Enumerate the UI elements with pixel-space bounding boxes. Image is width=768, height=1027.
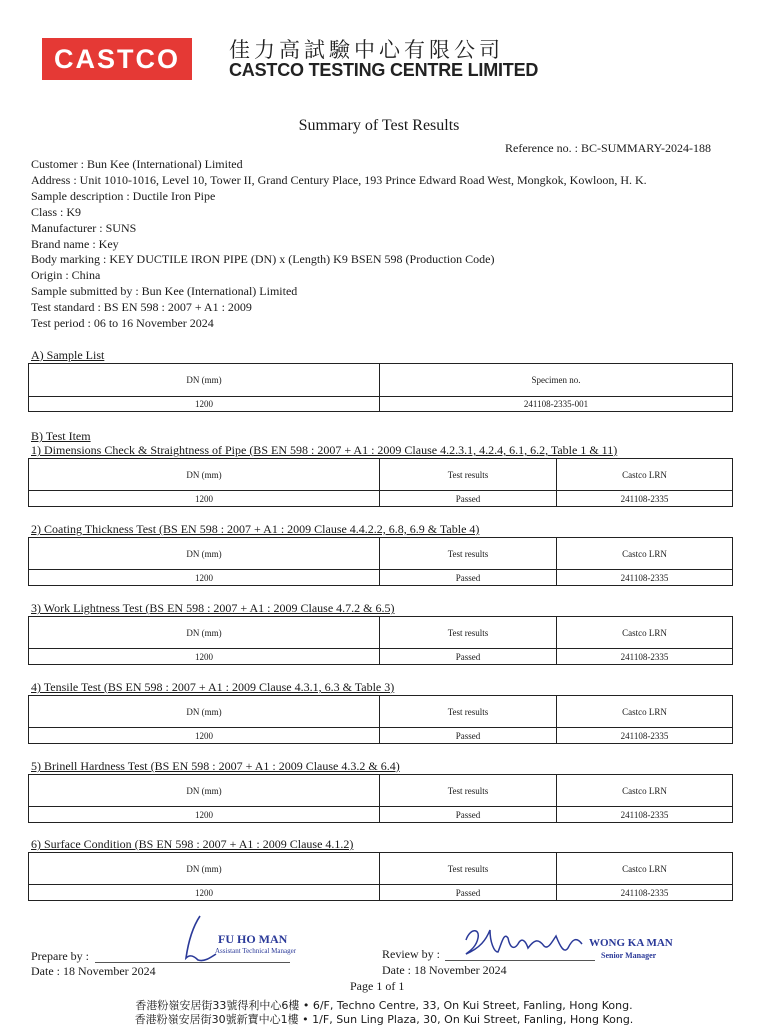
address-line-1: 香港粉嶺安居街33號得利中心6樓 • 6/F, Techno Centre, 33, On Kui Street, Fanling, Hong Kong. — [135, 999, 633, 1012]
table-cell: 1200 — [29, 397, 380, 412]
table-header-row — [29, 775, 733, 807]
manufacturer-line: Manufacturer : SUNS — [31, 220, 137, 235]
header-cell: DN (mm) — [29, 364, 380, 397]
header-cell: Castco LRN — [557, 696, 733, 728]
test-5-title: 5) Brinell Hardness Test (BS EN 598 : 2007 + A1 : 2009 Clause 4.3.2 & 6.4) — [31, 759, 400, 773]
reviewer-name: WONG KA MAN — [589, 937, 673, 949]
document-title: Summary of Test Results — [298, 117, 460, 134]
table-row — [29, 807, 733, 823]
preparer-signature — [178, 914, 218, 964]
header-cell: Test results — [380, 617, 557, 649]
test-item-heading: B) Test Item — [31, 429, 91, 443]
review-by-label: Review by : — [382, 947, 440, 961]
header-cell: Castco LRN — [557, 459, 733, 491]
header-cell: Test results — [380, 459, 557, 491]
table-row — [29, 649, 733, 665]
header-cell: Castco LRN — [557, 853, 733, 885]
test-standard-line: Test standard : BS EN 598 : 2007 + A1 : 2009 — [31, 300, 252, 315]
brand-name-line: Brand name : Key — [31, 236, 119, 251]
reference-number: Reference no. : BC-SUMMARY-2024-188 — [505, 141, 711, 155]
table-header-row — [29, 853, 733, 885]
test-2-title: 2) Coating Thickness Test (BS EN 598 : 2007 + A1 : 2009 Clause 4.4.2.2, 6.8, 6.9 & Table 4) — [31, 522, 480, 536]
table-cell: 241108-2335 — [557, 570, 733, 586]
sample-description-line: Sample description : Ductile Iron Pipe — [31, 188, 216, 203]
customer-line: Customer : Bun Kee (International) Limited — [31, 157, 243, 171]
table-header-row — [29, 459, 733, 491]
castco-logo — [42, 38, 192, 80]
table-cell: Passed — [380, 491, 557, 507]
table-cell: Passed — [380, 807, 557, 823]
test-6-table — [28, 852, 733, 901]
table-cell: Passed — [380, 728, 557, 744]
origin-line: Origin : China — [31, 268, 101, 283]
table-cell: 1200 — [29, 491, 380, 507]
table-header-row — [29, 538, 733, 570]
preparer-title: Assistant Technical Manager — [215, 947, 297, 955]
review-date: Date : 18 November 2024 — [382, 963, 507, 977]
class-line: Class : K9 — [31, 204, 82, 219]
test-3-table — [28, 616, 733, 665]
table-header-row — [29, 364, 733, 397]
table-row — [29, 728, 733, 744]
test-4-title: 4) Tensile Test (BS EN 598 : 2007 + A1 : 2009 Clause 4.3.1, 6.3 & Table 3) — [31, 680, 395, 694]
submitted-by-line: Sample submitted by : Bun Kee (International) Limited — [31, 284, 298, 299]
header-cell: Test results — [380, 775, 557, 807]
test-5-table — [28, 774, 733, 823]
test-period-line: Test period : 06 to 16 November 2024 — [31, 316, 214, 331]
header-cell: Test results — [380, 696, 557, 728]
header-cell: DN (mm) — [29, 696, 380, 728]
table-cell: 1200 — [29, 807, 380, 823]
table-row — [29, 397, 733, 412]
header-cell: DN (mm) — [29, 459, 380, 491]
table-cell: 1200 — [29, 728, 380, 744]
logo-text: CASTCO — [54, 43, 180, 74]
page-number: Page 1 of 1 — [350, 979, 405, 993]
header-cell: DN (mm) — [29, 775, 380, 807]
header-cell: Castco LRN — [557, 538, 733, 570]
table-row — [29, 491, 733, 507]
test-1-table — [28, 458, 733, 507]
header-cell: Castco LRN — [557, 617, 733, 649]
table-row — [29, 885, 733, 901]
table-header-row — [29, 617, 733, 649]
table-header-row — [29, 696, 733, 728]
table-cell: 241108-2335-001 — [380, 397, 733, 412]
table-cell: Passed — [380, 570, 557, 586]
table-cell: 241108-2335 — [557, 807, 733, 823]
header-cell: DN (mm) — [29, 617, 380, 649]
test-2-table — [28, 537, 733, 586]
test-3-title: 3) Work Lightness Test (BS EN 598 : 2007 + A1 : 2009 Clause 4.7.2 & 6.5) — [31, 601, 395, 615]
table-cell: Passed — [380, 649, 557, 665]
company-name-english: CASTCO TESTING CENTRE LIMITED — [229, 60, 539, 80]
sample-list-table — [28, 363, 733, 412]
table-cell: 241108-2335 — [557, 491, 733, 507]
test-6-title: 6) Surface Condition (BS EN 598 : 2007 + A1 : 2009 Clause 4.1.2) — [31, 837, 354, 851]
table-cell: 241108-2335 — [557, 885, 733, 901]
header-cell: Castco LRN — [557, 775, 733, 807]
header-cell: Specimen no. — [380, 364, 733, 397]
sample-list-heading: A) Sample List — [31, 348, 105, 362]
table-cell: 1200 — [29, 649, 380, 665]
company-name-chinese: 佳力高試驗中心有限公司 — [229, 38, 504, 62]
test-4-table — [28, 695, 733, 744]
header-cell: Test results — [380, 538, 557, 570]
header-cell: Test results — [380, 853, 557, 885]
header-cell: DN (mm) — [29, 538, 380, 570]
prepare-date: Date : 18 November 2024 — [31, 964, 156, 978]
header-cell: DN (mm) — [29, 853, 380, 885]
table-row — [29, 570, 733, 586]
reviewer-title: Senior Manager — [601, 951, 657, 960]
body-marking-line: Body marking : KEY DUCTILE IRON PIPE (DN) x (Length) K9 BSEN 598 (Production Code) — [31, 252, 495, 267]
table-cell: 1200 — [29, 885, 380, 901]
prepare-by-label: Prepare by : — [31, 949, 89, 963]
test-1-title: 1) Dimensions Check & Straightness of Pipe (BS EN 598 : 2007 + A1 : 2009 Clause 4.2.3.1, 4.2.4, 6.1, 6.2, Table 1 & 11) — [31, 443, 618, 457]
table-cell: 241108-2335 — [557, 728, 733, 744]
preparer-name: FU HO MAN — [218, 932, 288, 946]
table-cell: Passed — [380, 885, 557, 901]
address-line: Address : Unit 1010-1016, Level 10, Tower II, Grand Century Place, 193 Prince Edward Road West, Mongkok, Kowloon, H. K. — [31, 172, 647, 187]
sample-info-block — [31, 157, 647, 332]
table-cell: 241108-2335 — [557, 649, 733, 665]
table-cell: 1200 — [29, 570, 380, 586]
reviewer-signature — [460, 918, 590, 968]
address-line-2: 香港粉嶺安居街30號新寶中心1樓 • 1/F, Sun Ling Plaza, 30, On Kui Street, Fanling, Hong Kong. — [134, 1013, 634, 1026]
